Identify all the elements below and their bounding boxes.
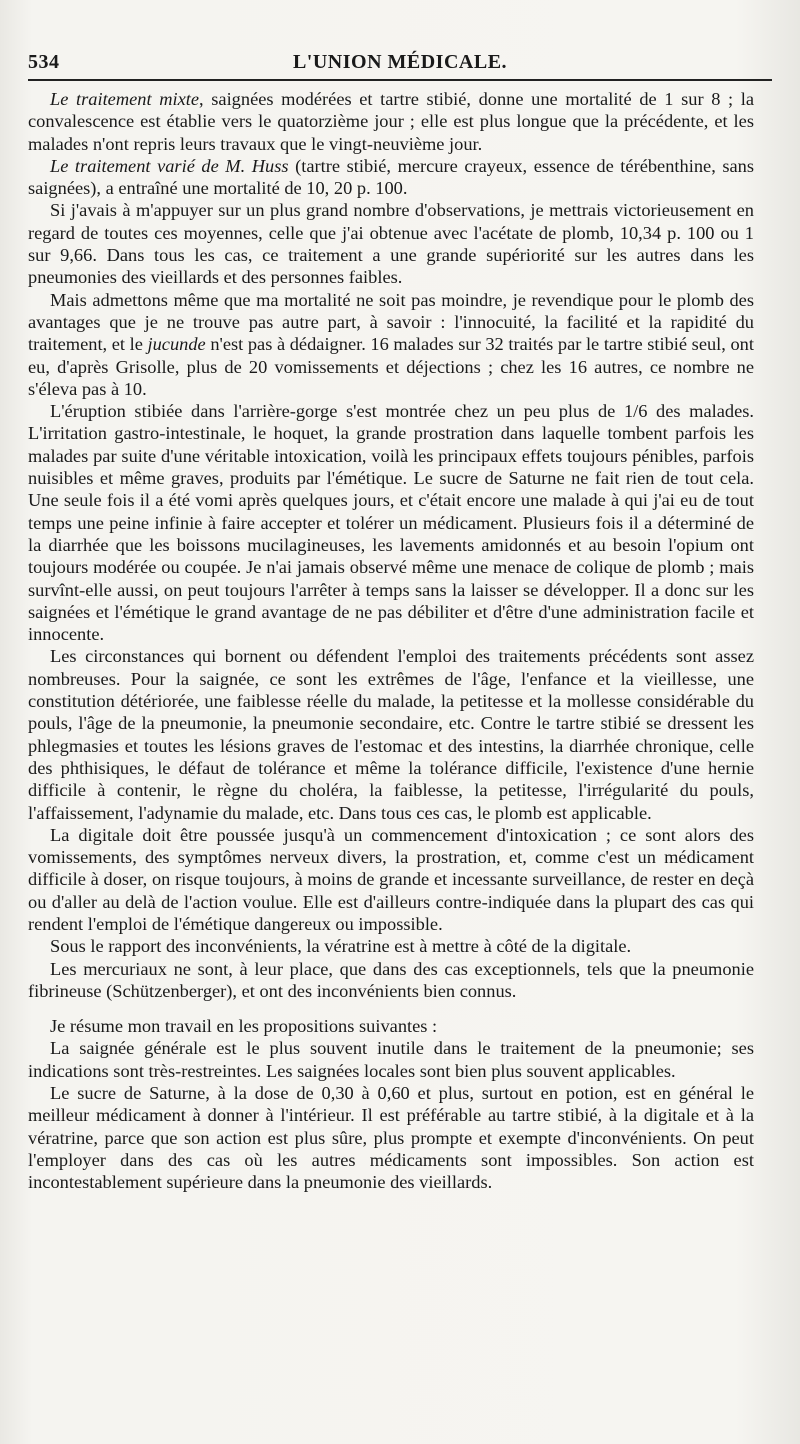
article-body	[28, 88, 754, 1194]
paragraph-9: Les mercuriaux ne sont, à leur place, que dans des cas exceptionnels, tels que la pneumonie fibrineuse (Schützenberger), et ont des inconvénients bien connus.	[28, 958, 754, 1001]
italic-lead: Le traitement mixte	[50, 89, 200, 109]
paragraph-6: Les circonstances qui bornent ou défendent l'emploi des traitements précédents sont assez nombreuses. Pour la saignée, ce sont les extrêmes de l'âge, l'enfance et la vieillesse, une constitution détériorée, une faiblesse réelle du malade, la petitesse et la mollesse considérable du pouls, l'âge de la pneumonie, la pneumonie secondaire, etc. Contre le tartre stibié se dressent les phlegmasies et toutes les lésions graves de l'estomac et des intestins, la diarrhée chronique, celle des phthisiques, le défaut de tolérance et même la tolérance difficile, l'existence d'une hernie difficile à contenir, le règne du choléra, la faiblesse, la petitesse, l'irrégularité du pouls, l'affaissement, l'adynamie du malade, etc. Dans tous ces cas, le plomb est applicable.	[28, 646, 754, 823]
paragraph-4: Mais admettons même que ma mortalité ne soit pas moindre, je revendique pour le plomb des avantages que je ne trouve pas autre part, à savoir : l'innocuité, la facilité et la rapidité du traitement, et le jucunde n'est pas à dédaigner. 16 malades sur 32 traités par le tartre stibié seul, ont eu, d'après Grisolle, plus de 20 vomissements et déjections ; chez les 16 autres, ce nombre ne s'éleva pas à 10.	[28, 289, 754, 399]
page-number: 534	[28, 51, 60, 73]
italic-word: jucunde	[147, 334, 206, 355]
italic-lead: Le traitement varié de M. Huss	[50, 155, 289, 176]
paragraph-8: Sous le rapport des inconvénients, la vératrine est à mettre à côté de la digitale.	[50, 936, 632, 957]
page-header	[28, 42, 772, 74]
paragraph-11: La saignée générale est le plus souvent inutile dans le traitement de la pneumonie; ses indications sont très-restreintes. Les saignées locales sont bien plus souvent applicables.	[28, 1038, 754, 1081]
header-rule	[28, 79, 772, 81]
paragraph-12: Le sucre de Saturne, à la dose de 0,30 à 0,60 et plus, surtout en potion, est en général le meilleur médicament à donner à l'intérieur. Il est préférable au tartre stibié, à la digitale et à la vératrine, parce que son action est plus sûre, plus prompte et exempte d'inconvénients. On peut l'employer dans des cas où les autres médicaments sont impossibles. Son action est incontestablement supérieure dans la pneumonie des vieillards.	[28, 1083, 754, 1193]
paragraph-10: Je résume mon travail en les propositions suivantes :	[50, 1016, 438, 1037]
paragraph-7: La digitale doit être poussée jusqu'à un commencement d'intoxication ; ce sont alors des vomissements, des symptômes nerveux divers, la prostration, et, comme c'est un médicament difficile à doser, on risque toujours, à moins de grande et incessante surveillance, de rester en deçà ou d'aller au delà de l'action voulue. Elle est d'ailleurs contre-indiquée dans la plupart des cas qui rendent l'emploi de l'émétique dangereux ou impossible.	[28, 824, 754, 934]
journal-title: L'UNION MÉDICALE.	[292, 51, 508, 73]
paragraph-3: Si j'avais à m'appuyer sur un plus grand nombre d'observations, je mettrais victorieusement en regard de toutes ces moyennes, celle que j'ai obtenue avec l'acétate de plomb, 10,34 p. 100 ou 1 sur 9,66. Dans tous les cas, ce traitement a une grande supériorité sur les autres dans les pneumonies des vieillards et des personnes faibles.	[28, 200, 754, 288]
paragraph-2: Le traitement varié de M. Huss (tartre stibié, mercure crayeux, essence de térébenthine, sans saignées), a entraîné une mortalité de 10, 20 p. 100.	[28, 155, 755, 199]
paragraph-5: L'éruption stibiée dans l'arrière-gorge s'est montrée chez un peu plus de 1/6 des malades. L'irritation gastro-intestinale, le hoquet, la grande prostration dans laquelle tombent parfois les malades par suite d'une véritable intoxication, voilà les principaux effets toujours pénibles, parfois nuisibles et même graves, produits par l'émétique. Le sucre de Saturne ne fait rien de tout cela. Une seule fois il a été vomi après quelques jours, et c'était encore une malade à qui j'ai eu de tout temps une peine infinie à faire accepter et tolérer un médicament. Plusieurs fois il a déterminé de la diarrhée que les boissons mucilagineuses, les lavements amidonnés et au besoin l'opium ont toujours modérée ou coupée. Je n'ai jamais observé même une menace de colique de plomb ; mais survînt-elle aussi, on peut toujours l'arrêter à temps sans la laisser se développer. Il a donc sur les saignées et l'émétique le grand avantage de ne pas débiliter et d'être d'une administration facile et innocente.	[28, 401, 754, 645]
paragraph-1: Le traitement mixte, saignées modérées et tartre stibié, donne une mortalité de 1 sur 8 ; la convalescence est établie vers le quatorzième jour ; elle est plus longue que la précédente, et les malades n'ont repris leurs travaux que le vingt-neuvième jour.	[28, 89, 754, 154]
